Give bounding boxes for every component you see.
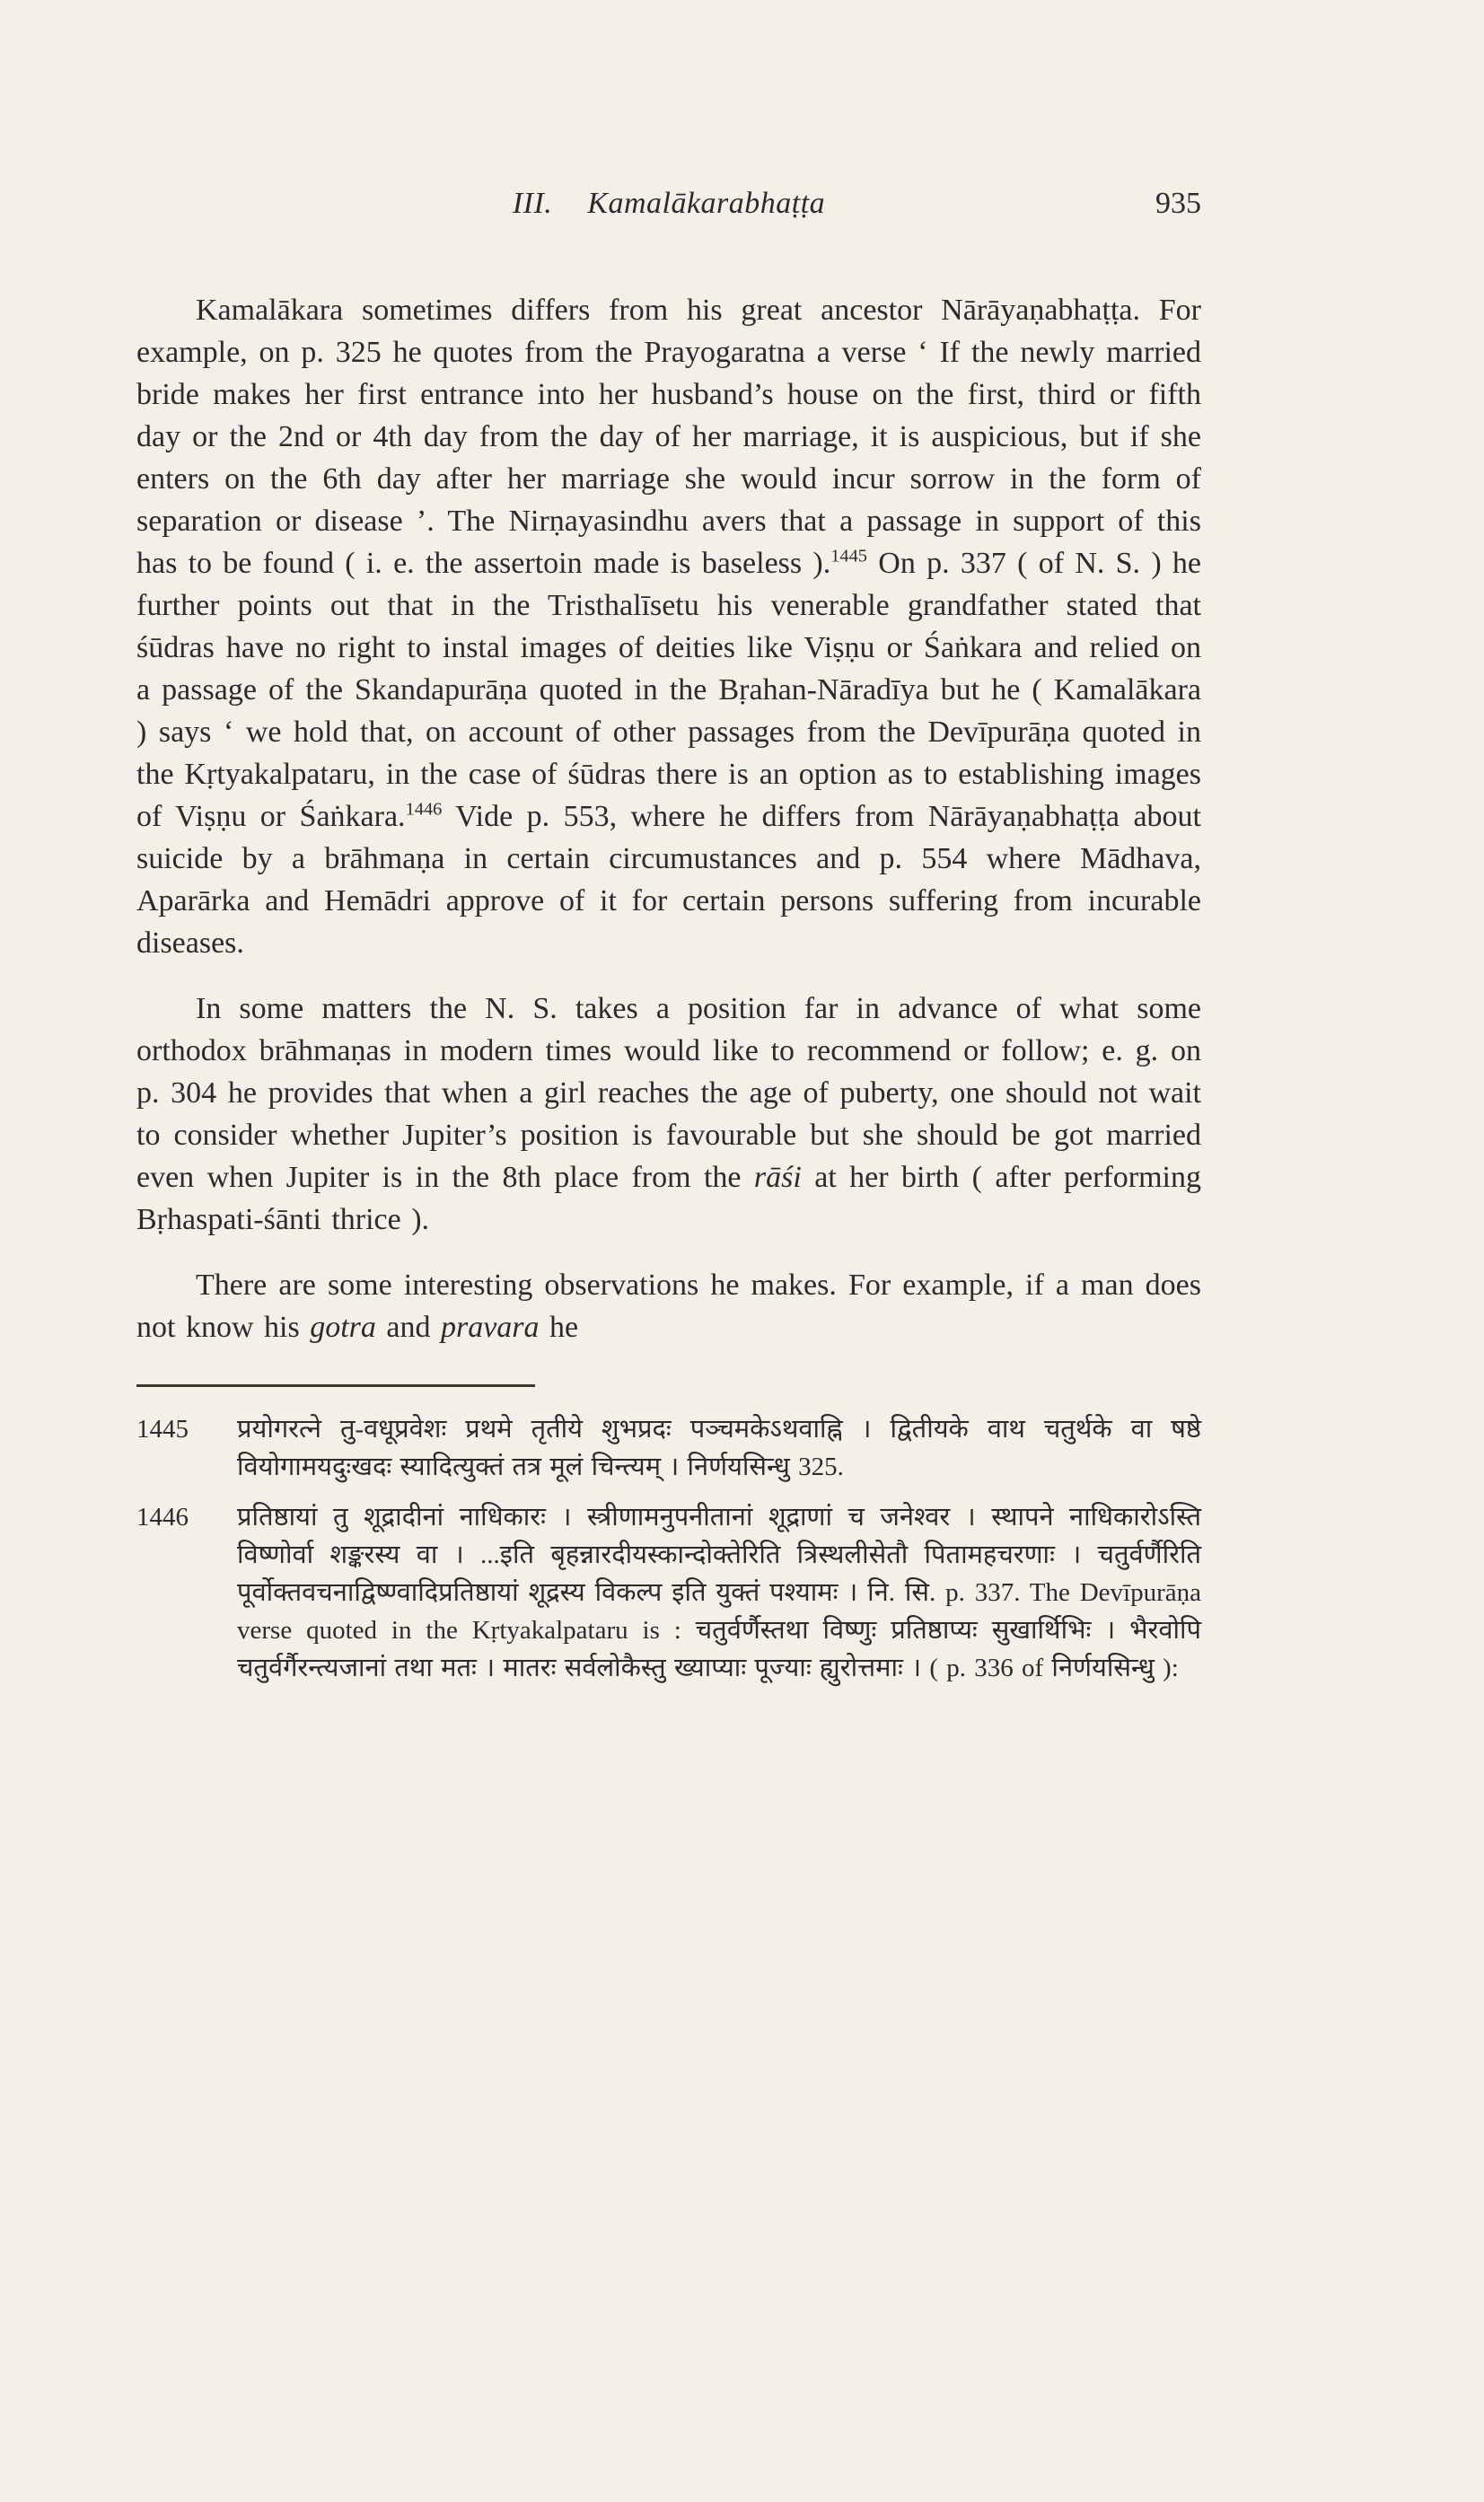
text-segment: pravara [440,1311,540,1344]
text-segment: and [375,1311,441,1344]
page-header [136,187,1201,230]
chapter-title: Kamalākarabhaṭṭa [587,187,826,220]
running-title [513,187,825,221]
footnote [136,1410,1201,1486]
footnote-number: 1446 [136,1503,189,1532]
paragraph [136,289,1201,964]
text-segment: Kamalākara sometimes differs from his great ancestor Nārāyaṇabhaṭṭa. For example, on p. 325 he quotes from the Prayogaratna a verse ‘ If the newly married bride makes her first entrance into her husband’s house on the first, third or fifth day or the 2nd or 4th day from the day of her marriage, it is auspicious, but if she enters on the 6th day after her marriage she would incur sorrow in the form of separation or disease ’. The Nirṇayasindhu avers that a passage in support of this has to be found ( i. e. the assertoin made is baseless ). [136,294,1201,580]
page-number: 935 [1155,187,1201,220]
text-segment: On p. 337 ( of N. S. ) he further points out that in the Tristhalīsetu his venerable grandfather stated that śūdras have no right to instal images of deities like Viṣṇu or Śaṅkara and relied on a passage of the Skandapurāṇa quoted in the Bṛahan-Nāradīya but he ( Kamalākara ) says ‘ we hold that, on account of other passages from the Devīpurāṇa quoted in the Kṛtyakalpataru, in the case of śūdras there is an option as to establishing images of Viṣṇu or Śaṅkara. [136,547,1201,833]
footnotes [136,1410,1201,1687]
footnote-separator [136,1384,535,1387]
paragraph [136,1264,1201,1348]
text-segment: he [539,1311,579,1344]
chapter-number: III. [512,187,553,220]
text-segment: at her birth ( after performing Bṛhaspati-śānti thrice ). [136,1161,1201,1236]
text-segment: प्रयोगरत्ने तु-वधूप्रवेशः प्रथमे तृतीये शुभप्रदः पञ्चमकेऽथवाह्नि । द्वितीयके वाथ चतुर्थके वा षष्ठे वियोगामयदुःखदः स्यादित्युक्तं तत्र मूलं चिन्त्यम् । निर्णयसिन्धु 325. [237,1415,1201,1481]
text-segment: चतुर्वर्णैस्तथा विष्णुः प्रतिष्ठाप्यः सुखार्थिभिः । भैरवोपि चतुर्वर्गैरन्त्यजानां तथा मतः । मातरः सर्वलोकैस्तु ख्याप्याः पूज्याः ह्युरोत्तमाः । ( p. 336 of निर्णयसिन्धु ): [237,1616,1201,1682]
footnote-reference: 1446 [405,799,443,820]
footnote-number: 1445 [136,1415,189,1444]
text-segment: In some matters the N. S. takes a position far in advance of what some orthodox brāhmaṇas in modern times would like to recommend or follow; e. g. on p. 304 he provides that when a girl reaches the age of puberty, one should not wait to consider whether Jupiter’s position is favourable but she should be got married even when Jupiter is in the 8th place from the [136,992,1201,1194]
footnote-text [237,1410,1201,1486]
paragraph [136,988,1201,1241]
body-paragraphs [136,289,1201,1348]
footnote-text [237,1498,1201,1687]
text-segment: The Devīpurāṇa verse quoted in the Kṛtyakalpataru is : [237,1578,1201,1645]
text-segment: Vide p. 553, where he differs from Nārāyaṇabhaṭṭa about suicide by a brāhmaṇa in certain circumustances and p. 554 where Mādhava, Aparārka and Hemādri approve of it for certain persons suffering from incurable diseases. [136,800,1201,960]
text-segment: There are some interesting observations he makes. For example, if a man does not know his [136,1269,1201,1344]
footnote [136,1498,1201,1687]
footnote-reference: 1445 [830,546,867,566]
text-segment: rāśi [753,1161,802,1194]
text-segment: प्रतिष्ठायां तु शूद्रादीनां नाधिकारः । स्त्रीणामनुपनीतानां शूद्राणां च जनेश्वर । स्थापने नाधिकारोऽस्ति विष्णोर्वा शङ्करस्य वा । ...इति बृहन्नारदीयस्कान्दोक्तेरिति त्रिस्थलीसेतौ पितामहचरणाः । चतुर्वर्णैरिति पूर्वोक्तवचनाद्विष्ण्वादिप्रतिष्ठायां शूद्रस्य विकल्प इति युक्तं पश्यामः । नि. सि. p. 337. [237,1503,1201,1607]
text-segment: gotra [310,1311,376,1344]
